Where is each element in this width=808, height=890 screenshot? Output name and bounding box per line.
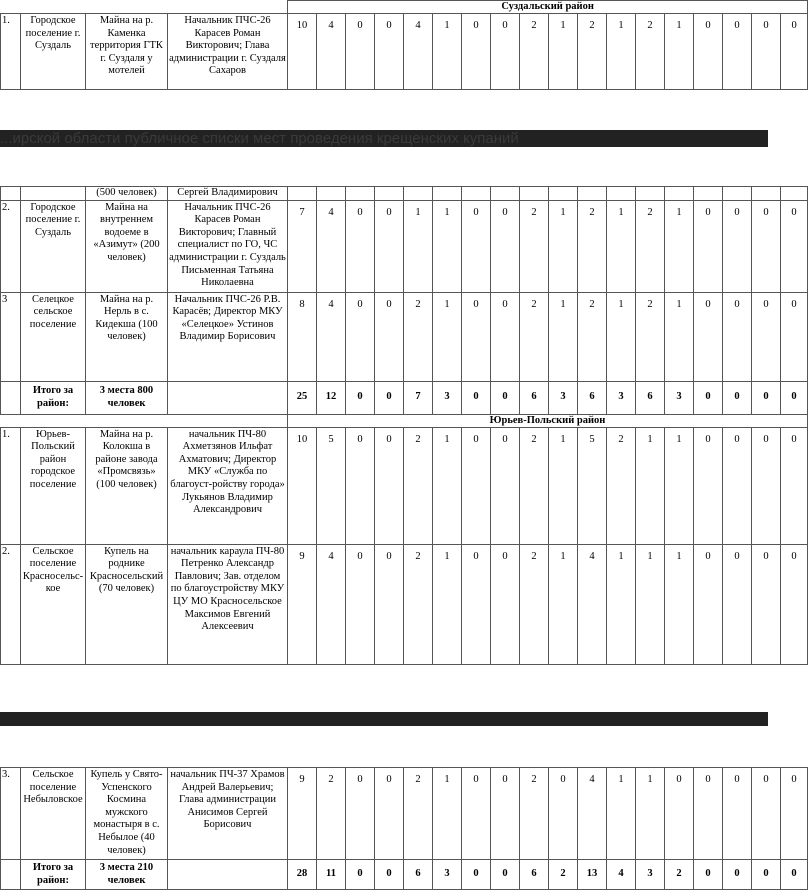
count-cell: 0 xyxy=(781,427,808,544)
count-cell: 1 xyxy=(549,292,578,381)
row-number: 3 xyxy=(1,292,21,381)
place-cell: Майна на р. Каменка территория ГТК г. Суздаля у мотелей xyxy=(86,14,168,90)
count-cell: 0 xyxy=(694,544,723,664)
responsible-cell: Начальник ПЧС-26 Р.В. Карасёв; Директор МКУ «Селецкое» Устинов Владимир Борисович xyxy=(168,292,288,381)
responsible-cell: Начальник ПЧС-26 Карасев Роман Викторович; Глава администрации г. Суздаля Сахаров xyxy=(168,14,288,90)
count-cell: 1 xyxy=(433,14,462,90)
count-cell: 2 xyxy=(404,544,433,664)
count-cell: 0 xyxy=(491,200,520,292)
count-cell: 0 xyxy=(752,768,781,860)
count-cell: 0 xyxy=(375,768,404,860)
data-table xyxy=(0,186,808,665)
count-cell: 2 xyxy=(404,427,433,544)
count-cell: 0 xyxy=(491,544,520,664)
total-label: Итого за район: xyxy=(21,860,86,890)
count-cell: 2 xyxy=(520,292,549,381)
overlay-banner-2 xyxy=(0,712,768,726)
total-count-cell: 0 xyxy=(694,860,723,890)
count-cell: 0 xyxy=(549,768,578,860)
count-cell: 0 xyxy=(694,427,723,544)
responsible-cell: начальник караула ПЧ-80 Петренко Александр Павлович; Зав. отделом по благоустройству МКУ ЦУ МО Красносельское Максимов Евгений Алексеевич xyxy=(168,544,288,664)
total-count-cell: 0 xyxy=(346,381,375,414)
row-number: 2. xyxy=(1,200,21,292)
count-cell: 5 xyxy=(317,427,346,544)
count-cell: 0 xyxy=(462,292,491,381)
row-number: 2. xyxy=(1,544,21,664)
total-count-cell: 2 xyxy=(549,860,578,890)
total-count-cell: 0 xyxy=(752,860,781,890)
count-cell: 0 xyxy=(752,544,781,664)
count-cell: 1 xyxy=(549,14,578,90)
count-cell: 1 xyxy=(636,427,665,544)
count-cell: 1 xyxy=(433,544,462,664)
place-cell: (500 человек) xyxy=(86,187,168,201)
settlement-cell: Городское поселение г. Суздаль xyxy=(21,200,86,292)
count-cell: 0 xyxy=(723,14,752,90)
count-cell: 0 xyxy=(723,768,752,860)
district-header: Юрьев-Польский район xyxy=(288,414,808,427)
table-row xyxy=(1,768,808,860)
total-count-cell: 0 xyxy=(375,381,404,414)
count-cell: 7 xyxy=(288,200,317,292)
total-count-cell: 0 xyxy=(491,860,520,890)
count-cell: 2 xyxy=(636,200,665,292)
total-count-cell: 0 xyxy=(694,381,723,414)
count-cell: 9 xyxy=(288,768,317,860)
total-count-cell: 3 xyxy=(665,381,694,414)
total-count-cell: 6 xyxy=(520,860,549,890)
count-cell: 0 xyxy=(781,544,808,664)
count-cell: 9 xyxy=(288,544,317,664)
total-count-cell: 4 xyxy=(607,860,636,890)
settlement-cell: Городское поселение г. Суздаль xyxy=(21,14,86,90)
count-cell: 0 xyxy=(462,427,491,544)
overlay-banner xyxy=(0,130,768,147)
count-cell: 1 xyxy=(665,14,694,90)
table-row xyxy=(1,544,808,664)
count-cell: 4 xyxy=(578,544,607,664)
count-cell: 5 xyxy=(578,427,607,544)
count-cell: 1 xyxy=(549,544,578,664)
count-cell: 0 xyxy=(752,14,781,90)
count-cell: 0 xyxy=(694,200,723,292)
table-row xyxy=(1,292,808,381)
count-cell: 0 xyxy=(346,768,375,860)
total-row xyxy=(1,381,808,414)
responsible-cell: начальник ПЧ-80 Ахметзянов Ильфат Ахматович; Директор МКУ «Служба по благоуст-ройству города» Лукьянов Владимир Александрович xyxy=(168,427,288,544)
table-fragment-3 xyxy=(0,767,797,890)
count-cell: 0 xyxy=(375,200,404,292)
total-count-cell: 3 xyxy=(433,860,462,890)
table-row xyxy=(1,200,808,292)
count-cell: 2 xyxy=(578,14,607,90)
count-cell: 0 xyxy=(781,292,808,381)
district-header-row xyxy=(1,414,808,427)
total-count-cell: 6 xyxy=(578,381,607,414)
count-cell: 1 xyxy=(607,14,636,90)
count-cell: 0 xyxy=(694,14,723,90)
count-cell: 2 xyxy=(520,14,549,90)
row-number: 1. xyxy=(1,14,21,90)
place-cell: Купель на роднике Красносельский (70 человек) xyxy=(86,544,168,664)
total-count-cell: 0 xyxy=(462,860,491,890)
count-cell: 0 xyxy=(752,292,781,381)
place-cell: Майна на р. Колокша в районе завода «Промсвязь» (100 человек) xyxy=(86,427,168,544)
count-cell: 10 xyxy=(288,427,317,544)
total-row xyxy=(1,860,808,890)
count-cell: 0 xyxy=(491,427,520,544)
data-table xyxy=(0,767,808,890)
total-count-cell: 6 xyxy=(404,860,433,890)
count-cell: 2 xyxy=(636,292,665,381)
count-cell: 10 xyxy=(288,14,317,90)
count-cell: 1 xyxy=(433,200,462,292)
count-cell: 0 xyxy=(462,200,491,292)
count-cell: 4 xyxy=(317,292,346,381)
count-cell: 1 xyxy=(607,200,636,292)
row-number: 1. xyxy=(1,427,21,544)
total-count-cell: 0 xyxy=(723,381,752,414)
count-cell: 2 xyxy=(520,768,549,860)
total-count-cell: 3 xyxy=(636,860,665,890)
count-cell: 0 xyxy=(375,427,404,544)
total-count-cell: 6 xyxy=(636,381,665,414)
settlement-cell: Сельское поселение Красносельс-кое xyxy=(21,544,86,664)
count-cell: 0 xyxy=(723,200,752,292)
total-label: Итого за район: xyxy=(21,381,86,414)
total-count-cell: 0 xyxy=(491,381,520,414)
responsible-cell: начальник ПЧ-37 Храмов Андрей Валерьевич; Глава администрации Анисимов Сергей Борисович xyxy=(168,768,288,860)
total-count-cell: 25 xyxy=(288,381,317,414)
count-cell: 1 xyxy=(665,200,694,292)
count-cell: 0 xyxy=(491,14,520,90)
count-cell: 0 xyxy=(665,768,694,860)
count-cell: 0 xyxy=(752,200,781,292)
count-cell: 4 xyxy=(317,544,346,664)
responsible-cell: Сергей Владимирович xyxy=(168,187,288,201)
total-count-cell: 0 xyxy=(375,860,404,890)
total-count-cell: 6 xyxy=(520,381,549,414)
count-cell: 0 xyxy=(781,768,808,860)
table-fragment-1 xyxy=(0,0,797,90)
count-cell: 1 xyxy=(636,768,665,860)
total-count-cell: 3 xyxy=(549,381,578,414)
count-cell: 2 xyxy=(607,427,636,544)
count-cell: 4 xyxy=(317,200,346,292)
total-count-cell: 0 xyxy=(462,381,491,414)
count-cell: 2 xyxy=(578,292,607,381)
total-count-cell: 0 xyxy=(752,381,781,414)
count-cell: 0 xyxy=(375,292,404,381)
count-cell: 0 xyxy=(375,544,404,664)
total-count-cell: 13 xyxy=(578,860,607,890)
total-places: 3 места 800 человек xyxy=(86,381,168,414)
settlement-cell: Сельское поселение Небыловское xyxy=(21,768,86,860)
count-cell: 1 xyxy=(433,427,462,544)
count-cell: 1 xyxy=(665,292,694,381)
total-count-cell: 0 xyxy=(346,860,375,890)
count-cell: 0 xyxy=(375,14,404,90)
total-count-cell: 2 xyxy=(665,860,694,890)
count-cell: 0 xyxy=(781,200,808,292)
place-cell: Майна на внутреннем водоеме в «Азимут» (200 человек) xyxy=(86,200,168,292)
count-cell: 0 xyxy=(723,544,752,664)
total-count-cell: 7 xyxy=(404,381,433,414)
count-cell: 2 xyxy=(520,427,549,544)
total-count-cell: 0 xyxy=(781,860,808,890)
total-count-cell: 12 xyxy=(317,381,346,414)
count-cell: 0 xyxy=(346,200,375,292)
count-cell: 0 xyxy=(491,292,520,381)
row-number: 3. xyxy=(1,768,21,860)
count-cell: 0 xyxy=(346,292,375,381)
count-cell: 0 xyxy=(346,544,375,664)
settlement-cell: Юрьев-Польский район городское поселение xyxy=(21,427,86,544)
table-row xyxy=(1,427,808,544)
count-cell: 0 xyxy=(462,14,491,90)
count-cell: 1 xyxy=(404,200,433,292)
count-cell: 2 xyxy=(317,768,346,860)
place-cell: Майна на р. Нерль в с. Кидекша (100 человек) xyxy=(86,292,168,381)
total-count-cell: 3 xyxy=(607,381,636,414)
count-cell: 2 xyxy=(520,200,549,292)
total-count-cell: 3 xyxy=(433,381,462,414)
settlement-cell: Селецкое сельское поселение xyxy=(21,292,86,381)
count-cell: 2 xyxy=(636,14,665,90)
count-cell: 0 xyxy=(462,544,491,664)
count-cell: 1 xyxy=(549,427,578,544)
count-cell: 0 xyxy=(723,427,752,544)
count-cell: 2 xyxy=(520,544,549,664)
count-cell: 0 xyxy=(694,292,723,381)
count-cell: 1 xyxy=(607,292,636,381)
count-cell: 0 xyxy=(462,768,491,860)
count-cell: 1 xyxy=(549,200,578,292)
place-cell: Купель у Свято-Успенского Космина мужского монастыря в с. Небылое (40 человек) xyxy=(86,768,168,860)
count-cell: 0 xyxy=(723,292,752,381)
count-cell: 4 xyxy=(317,14,346,90)
count-cell: 8 xyxy=(288,292,317,381)
count-cell: 1 xyxy=(607,768,636,860)
count-cell: 0 xyxy=(491,768,520,860)
table-row xyxy=(1,14,808,90)
count-cell: 0 xyxy=(752,427,781,544)
count-cell: 2 xyxy=(578,200,607,292)
table-row-continued xyxy=(1,187,808,201)
count-cell: 1 xyxy=(665,427,694,544)
count-cell: 1 xyxy=(607,544,636,664)
total-places: 3 места 210 человек xyxy=(86,860,168,890)
table-fragment-2 xyxy=(0,186,797,665)
count-cell: 2 xyxy=(404,292,433,381)
banner-text: ...ирской области публичное списки мест проведения крещенских купаний xyxy=(0,130,519,147)
total-count-cell: 0 xyxy=(723,860,752,890)
count-cell: 4 xyxy=(578,768,607,860)
total-count-cell: 11 xyxy=(317,860,346,890)
count-cell: 1 xyxy=(433,292,462,381)
data-table xyxy=(0,0,808,90)
district-header-row xyxy=(1,1,808,14)
count-cell: 0 xyxy=(781,14,808,90)
responsible-cell: Начальник ПЧС-26 Карасев Роман Викторович; Главный специалист по ГО, ЧС администрации г. Суздаль Письменная Татьяна Николаевна xyxy=(168,200,288,292)
district-header: Суздальский район xyxy=(288,1,808,14)
count-cell: 4 xyxy=(404,14,433,90)
count-cell: 0 xyxy=(346,14,375,90)
count-cell: 2 xyxy=(404,768,433,860)
count-cell: 1 xyxy=(433,768,462,860)
count-cell: 1 xyxy=(665,544,694,664)
total-count-cell: 28 xyxy=(288,860,317,890)
count-cell: 1 xyxy=(636,544,665,664)
count-cell: 0 xyxy=(694,768,723,860)
total-count-cell: 0 xyxy=(781,381,808,414)
count-cell: 0 xyxy=(346,427,375,544)
